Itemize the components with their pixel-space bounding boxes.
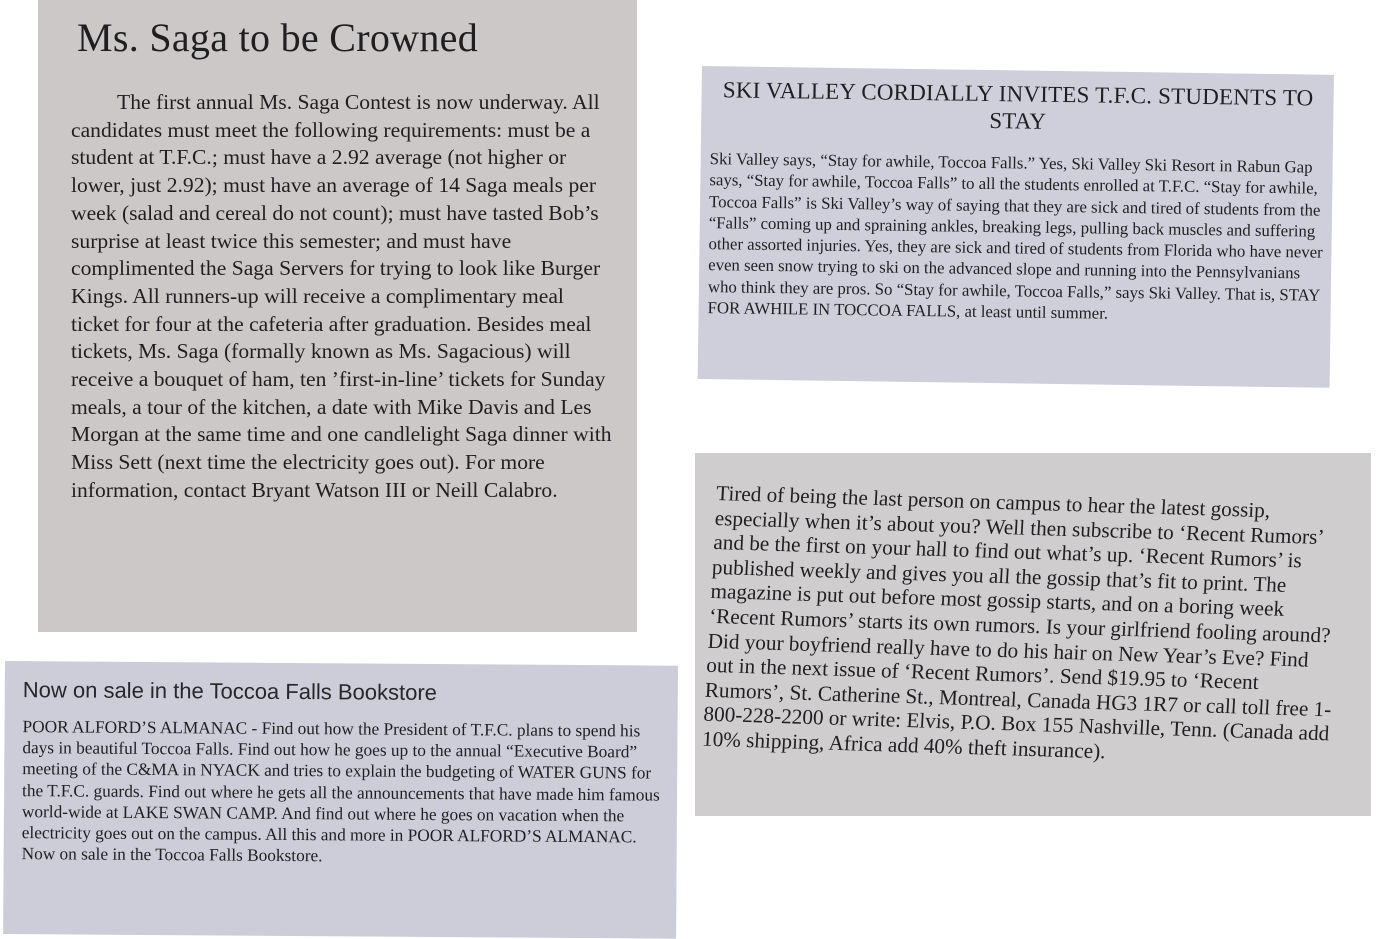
ski-valley-body: Ski Valley says, “Stay for awhile, Toccoa Falls.” Yes, Ski Valley Ski Resort in Rabun Gap says, “Stay for awhile, Toccoa Falls” to all the students enrolled at T.F.C. “Stay for awhile, Toccoa Falls” is Ski Valley’s way of saying that they are sick and tired of students from the “Falls” coming up and spraining ankles, breaking legs, pulling back muscles and suffering other assorted injuries. Yes, they are sick and tired of students from Florida who have never even seen snow trying to ski on the advanced slope and running into the Pennsylvanians who think they are pros. So “Stay for awhile, Toccoa Falls,” says Ski Valley. That is, STAY FOR AWHILE IN TOCCOA FALLS, at least until summer.	[707, 149, 1323, 323]
ms-saga-clipping	[38, 0, 637, 632]
ms-saga-headline: Ms. Saga to be Crowned	[77, 15, 478, 60]
ski-valley-headline: SKI VALLEY CORDIALLY INVITES T.F.C. STUDENTS TO STAY	[722, 77, 1314, 134]
recent-rumors-clipping	[695, 453, 1371, 816]
bookstore-headline: Now on sale in the Toccoa Falls Bookstore	[22, 677, 438, 706]
bookstore-clipping	[3, 661, 678, 939]
recent-rumors-body: Tired of being the last person on campus to hear the latest gossip, especially when it’s about you? Well then subscribe to ‘Recent Rumors’ and be the first on your hall to find out what’s up. ‘Recent Rumors’ is published weekly and gives you all the gossip that’s fit to print. The magazine is put out before most gossip starts, and on a boring week ‘Recent Rumors’ starts its own rumors. Is your girlfriend fooling around? Did your boyfriend really have to do his hair on New Year’s Eve? Find out in the next issue of ‘Recent Rumors’. Send $19.95 to ‘Recent Rumors’, St. Catherine St., Montreal, Canada HG3 1R7 or call toll free 1-800-228-2200 or write: Elvis, P.O. Box 155 Nashville, Tenn. (Canada add 10% shipping, Africa add 40% theft insurance).	[701, 481, 1333, 764]
ski-valley-clipping	[698, 66, 1334, 388]
ms-saga-body: The first annual Ms. Saga Contest is now underway. All candidates must meet the following requirements: must be a student at T.F.C.; must have a 2.92 average (not higher or lower, just 2.92); must have an average of 14 Saga meals per week (salad and cereal do not count); must have tasted Bob’s surprise at least twice this semester; and must have complimented the Saga Servers for trying to look like Burger Kings. All runners-up will receive a complimentary meal ticket for four at the cafeteria after graduation. Besides meal tickets, Ms. Saga (formally known as Ms. Sagacious) will receive a bouquet of ham, ten ’first-in-line’ tickets for Sunday meals, a tour of the kitchen, a date with Mike Davis and Les Morgan at the same time and one candlelight Saga dinner with Miss Sett (next time the electricity goes out). For more information, contact Bryant Watson III or Neill Calabro.	[71, 90, 612, 502]
bookstore-body: POOR ALFORD’S ALMANAC - Find out how the President of T.F.C. plans to spend his days in beautiful Toccoa Falls. Find out how he goes up to the annual “Executive Board” meeting of the C&MA in NYACK and tries to explain the budgeting of WATER GUNS for the T.F.C. guards. Find out where he gets all the announcements that have made him famous world-wide at LAKE SWAN CAMP. And find out where he goes on vacation when the electricity goes out on the campus. All this and more in POOR ALFORD’S ALMANAC. Now on sale in the Toccoa Falls Bookstore.	[21, 717, 660, 866]
